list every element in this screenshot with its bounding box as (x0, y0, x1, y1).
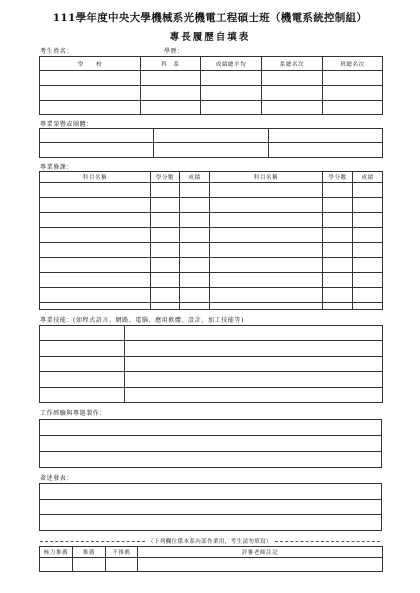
review-col-recommend: 推薦 (73, 547, 106, 558)
table-cell[interactable] (210, 228, 323, 243)
table-cell[interactable] (40, 213, 151, 228)
table-row (40, 303, 383, 310)
table-row (40, 452, 382, 468)
review-col-not-recommend: 不推薦 (106, 547, 138, 558)
dashed-rule (275, 541, 380, 542)
table-cell[interactable] (141, 86, 201, 101)
table-row (40, 143, 383, 158)
table-cell[interactable] (40, 71, 141, 86)
courses-col-subject: 科目名稱 (40, 172, 151, 183)
table-row (40, 258, 383, 273)
table-cell[interactable] (180, 303, 210, 310)
skills-label: 專業技能：(如程式語言、網路、電腦、應用軟體、設計、加工技能等) (40, 317, 244, 324)
table-cell[interactable] (323, 71, 383, 86)
table-cell[interactable] (262, 101, 323, 115)
table-cell[interactable] (353, 228, 383, 243)
table-cell[interactable] (151, 198, 180, 213)
table-cell[interactable] (210, 303, 323, 310)
table-cell[interactable] (141, 71, 201, 86)
table-row (40, 71, 383, 86)
table-cell[interactable] (262, 86, 323, 101)
applicant-name-label: 考生姓名： (40, 48, 74, 55)
review-col-reviewer-notes: 評審老師註記 (138, 547, 383, 558)
table-cell[interactable] (353, 303, 383, 310)
table-cell[interactable] (201, 71, 262, 86)
table-cell[interactable] (323, 183, 353, 198)
table-cell[interactable] (323, 213, 353, 228)
table-cell[interactable] (210, 243, 323, 258)
table-cell[interactable] (40, 500, 382, 515)
table-row (40, 484, 382, 500)
table-row (40, 243, 383, 258)
publications-label: 著述發表： (40, 475, 74, 482)
table-row (40, 341, 383, 357)
table-cell[interactable] (323, 273, 353, 288)
table-cell[interactable] (180, 273, 210, 288)
table-cell[interactable] (138, 558, 383, 572)
education-col-class-rank: 班總名次 (323, 57, 383, 71)
table-cell[interactable] (125, 388, 383, 403)
table-cell[interactable] (40, 86, 141, 101)
education-col-dept-rank: 系總名次 (262, 57, 323, 71)
table-cell[interactable] (323, 198, 353, 213)
table-cell[interactable] (353, 288, 383, 303)
table-row (40, 86, 383, 101)
table-row (40, 101, 383, 115)
table-row (40, 558, 383, 572)
dashed-rule (40, 541, 145, 542)
table-cell[interactable] (180, 228, 210, 243)
table-cell[interactable] (353, 183, 383, 198)
table-cell[interactable] (40, 129, 154, 143)
table-cell[interactable] (201, 86, 262, 101)
table-cell[interactable] (40, 143, 154, 158)
table-cell[interactable] (154, 129, 269, 143)
table-cell[interactable] (154, 143, 269, 158)
table-cell[interactable] (40, 452, 382, 468)
table-cell[interactable] (323, 86, 383, 101)
table-cell[interactable] (40, 326, 125, 341)
table-cell[interactable] (40, 198, 151, 213)
education-col-gpa: 成績總平均 (201, 57, 262, 71)
table-cell[interactable] (40, 484, 382, 500)
table-cell[interactable] (40, 341, 125, 357)
table-cell[interactable] (125, 357, 383, 372)
table-cell[interactable] (151, 228, 180, 243)
table-row (40, 388, 383, 403)
table-row (40, 213, 383, 228)
table-row (40, 228, 383, 243)
review-col-strongly-recommend: 極力推薦 (40, 547, 73, 558)
groups-table (39, 128, 383, 158)
table-cell[interactable] (269, 129, 383, 143)
table-cell[interactable] (269, 143, 383, 158)
groups-label: 專業榮譽或團體： (40, 121, 93, 128)
table-cell[interactable] (40, 273, 151, 288)
table-cell[interactable] (151, 258, 180, 273)
table-cell[interactable] (210, 183, 323, 198)
skills-table (39, 325, 383, 403)
table-cell[interactable] (125, 326, 383, 341)
table-cell[interactable] (40, 515, 382, 531)
form-title: 111學年度中央大學機械系光機電工程碩士班（機電系統控制組） (52, 12, 368, 24)
table-row (40, 288, 383, 303)
table-row (40, 436, 382, 452)
courses-table (39, 171, 383, 310)
table-cell[interactable] (40, 183, 151, 198)
table-cell[interactable] (180, 243, 210, 258)
table-cell[interactable] (40, 228, 151, 243)
table-cell[interactable] (323, 258, 353, 273)
table-cell[interactable] (40, 101, 141, 115)
table-cell[interactable] (201, 101, 262, 115)
table-row (40, 129, 383, 143)
table-cell[interactable] (353, 273, 383, 288)
table-cell[interactable] (353, 258, 383, 273)
education-label: 學歷： (164, 48, 184, 55)
table-cell[interactable] (262, 71, 323, 86)
table-cell[interactable] (323, 101, 383, 115)
courses-col-grade: 成績 (180, 172, 210, 183)
table-cell[interactable] (151, 213, 180, 228)
courses-label: 專業修課： (40, 164, 74, 171)
table-row (40, 420, 382, 436)
publications-table (39, 483, 382, 531)
table-cell[interactable] (210, 213, 323, 228)
table-cell[interactable] (323, 288, 353, 303)
table-row (40, 183, 383, 198)
internal-use-note: （下列欄位係本系內部作業用，考生請勿填寫） (148, 539, 272, 545)
table-cell[interactable] (40, 388, 125, 403)
table-cell[interactable] (151, 243, 180, 258)
table-cell[interactable] (151, 183, 180, 198)
table-cell[interactable] (210, 258, 323, 273)
table-cell[interactable] (40, 436, 382, 452)
courses-col-grade-2: 成績 (353, 172, 383, 183)
table-cell[interactable] (106, 558, 138, 572)
table-cell[interactable] (40, 243, 151, 258)
table-cell[interactable] (180, 258, 210, 273)
table-row (40, 198, 383, 213)
table-cell[interactable] (353, 213, 383, 228)
table-cell[interactable] (73, 558, 106, 572)
table-cell[interactable] (40, 303, 151, 310)
table-cell[interactable] (180, 288, 210, 303)
education-table (39, 56, 383, 115)
table-cell[interactable] (210, 198, 323, 213)
table-cell[interactable] (40, 288, 151, 303)
education-col-school: 學 校 (40, 57, 141, 71)
table-cell[interactable] (125, 372, 383, 388)
table-row (40, 326, 383, 341)
table-cell[interactable] (40, 357, 125, 372)
review-table (39, 546, 383, 572)
table-cell[interactable] (141, 101, 201, 115)
table-row (40, 372, 383, 388)
table-cell[interactable] (180, 198, 210, 213)
courses-col-subject-2: 科目名稱 (210, 172, 323, 183)
courses-col-credits: 學分數 (151, 172, 180, 183)
table-row (40, 273, 383, 288)
work-label: 工作經驗與專題製作： (40, 410, 107, 417)
table-row (40, 357, 383, 372)
table-cell[interactable] (40, 558, 73, 572)
table-cell[interactable] (353, 243, 383, 258)
table-cell[interactable] (210, 288, 323, 303)
table-cell[interactable] (323, 228, 353, 243)
table-cell[interactable] (40, 258, 151, 273)
table-cell[interactable] (180, 183, 210, 198)
table-cell[interactable] (323, 243, 353, 258)
work-table (39, 419, 382, 468)
education-col-department: 科 系 (141, 57, 201, 71)
table-cell[interactable] (40, 372, 125, 388)
table-cell[interactable] (151, 288, 180, 303)
table-row (40, 515, 382, 531)
form-subtitle: 專長履歷自填表 (169, 32, 251, 43)
table-row (40, 500, 382, 515)
table-cell[interactable] (151, 273, 180, 288)
courses-col-credits-2: 學分數 (323, 172, 353, 183)
table-cell[interactable] (180, 213, 210, 228)
table-cell[interactable] (210, 273, 323, 288)
table-cell[interactable] (353, 198, 383, 213)
table-cell[interactable] (151, 303, 180, 310)
internal-use-divider (40, 537, 380, 545)
table-cell[interactable] (40, 420, 382, 436)
table-cell[interactable] (323, 303, 353, 310)
table-cell[interactable] (125, 341, 383, 357)
